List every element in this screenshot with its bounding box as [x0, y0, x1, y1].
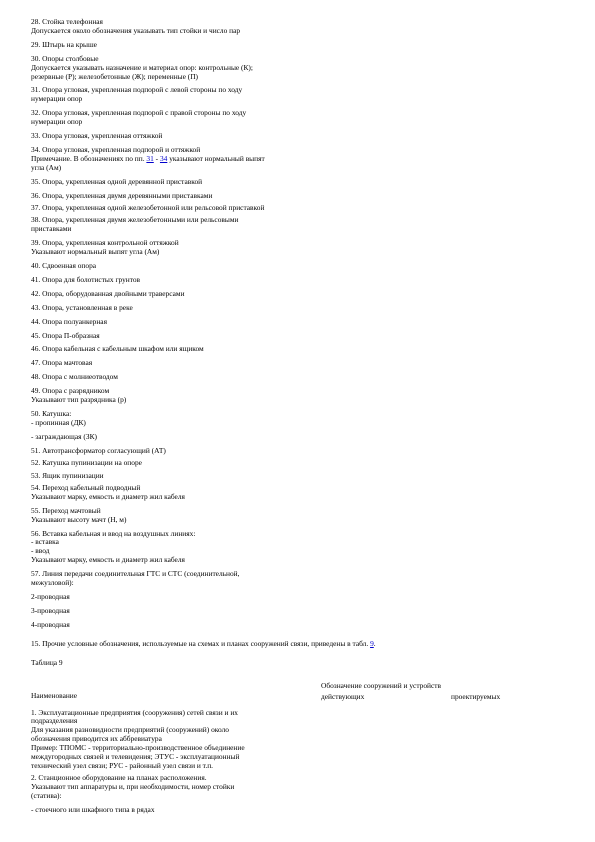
paragraph-15: [31, 640, 571, 649]
list-item: 36. Опора, укрепленная двумя деревянными приставками: [31, 190, 213, 200]
list-item: - заграждающая (ЗК): [31, 431, 97, 441]
list-item: 52. Катушка пупинизации на опоре: [31, 458, 142, 468]
table-row: 2. Станционное оборудование на планах расположения. Указывают тип аппаратуры и, при необходимости, номер стойки (статива):: [31, 773, 235, 801]
list-item: 3-проводная: [31, 605, 70, 615]
list-item: 30. Опоры столбовые Допускается указывать назначение и материал опор: контрольные (К); резервные (Р); железобетонные (Ж); переменные (П): [31, 53, 253, 81]
note-text: указывают нормальный выпят угла (Ам): [31, 153, 265, 172]
paragraph-text: .: [373, 638, 376, 648]
list-item: 33. Опора угловая, укрепленная оттяжкой: [31, 131, 163, 141]
list-item: 48. Опора с молниеотводом: [31, 372, 118, 382]
list-item: 47. Опора мачтовая: [31, 358, 93, 368]
list-item: 44. Опора полуанкерная: [31, 316, 107, 326]
list-item: 45. Опора П-образная: [31, 330, 100, 340]
list-item: 4-проводная: [31, 619, 70, 629]
list-item: 54. Переход кабельный подводный Указывают марку, емкость и диаметр жил кабеля: [31, 482, 185, 501]
column-header-planned: проектируемых: [451, 691, 501, 701]
list-item: 41. Опора для болотистых грунтов: [31, 274, 141, 284]
paragraph-text: 15. Прочие условные обозначения, используемые на схемах и планах сооружений связи, приведены в табл.: [31, 638, 371, 648]
list-item: 57. Линия передачи соединительная ГТС и СТС (соединительной, межузловой):: [31, 569, 240, 588]
item-list: [31, 18, 571, 630]
list-item: 32. Опора угловая, укрепленная подпорой с правой стороны по ходу нумерации опор: [31, 108, 247, 127]
list-item: 50. Катушка: - пропинная (ДК): [31, 409, 86, 427]
column-header-name: Наименование: [31, 690, 78, 700]
list-item: 38. Опора, укрепленная двумя железобетонными или рельсовыми приставками: [31, 215, 239, 234]
note-text: 34. Опора угловая, укрепленная подпорой и оттяжкой Примечание. В обозначениях по пп.: [31, 144, 201, 163]
list-item: 29. Штырь на крыше: [31, 39, 97, 49]
list-item: 51. Автотрансформатор согласующий (АТ): [31, 445, 166, 455]
table-caption: Таблица 9: [31, 657, 63, 667]
list-item: 40. Сдвоенная опора: [31, 261, 97, 271]
table-row: 1. Эксплуатационные предприятия (сооружения) сетей связи и их подразделения Для указания разновидности предприятий (сооружений) около обозначения приводится их аббревиатура Пример: ТПОМС - территориально-производственное объединение междугородных связей и телевидения; ЭТУС - эксплуатационный технический узел связи; РУС - районный узел связи и т.п.: [31, 707, 245, 770]
link-item-34[interactable]: 34: [159, 153, 168, 163]
list-item: 56. Вставка кабельная и ввод на воздушных линиях: - вставка - ввод Указывают марку, емкость и диаметр жил кабеля: [31, 528, 196, 565]
list-item: 55. Переход мачтовый Указывают высоту мачт (Н, м): [31, 505, 127, 524]
list-item: 31. Опора угловая, укрепленная подпорой с левой стороны по ходу нумерации опор: [31, 85, 243, 104]
list-item: 37. Опора, укрепленная одной железобетонной или рельсовой приставкой: [31, 203, 265, 212]
document-page: [31, 18, 571, 815]
link-item-31[interactable]: 31: [146, 153, 154, 163]
column-header-existing: действующих: [321, 691, 365, 701]
list-item: 35. Опора, укрепленная одной деревянной приставкой: [31, 176, 203, 186]
list-item: 49. Опора с разрядником Указывают тип разрядника (р): [31, 386, 127, 405]
list-item: 39. Опора, укрепленная контрольной оттяжкой Указывают нормальный выпят угла (Ам): [31, 238, 179, 257]
list-item: 42. Опора, оборудованная двойными траверсами: [31, 288, 185, 298]
table-body: [31, 709, 571, 815]
table-header: [31, 682, 571, 702]
list-item: 46. Опора кабельная с кабельным шкафом или ящиком: [31, 344, 204, 354]
list-item: 43. Опора, установленная в реке: [31, 302, 133, 312]
column-header-group: Обозначение сооружений и устройств: [321, 680, 441, 690]
list-item: 53. Ящик пупинизации: [31, 470, 104, 480]
list-item-with-links: [31, 146, 571, 173]
link-table-9[interactable]: 9: [370, 638, 374, 648]
list-item: 28. Стойка телефонная Допускается около обозначения указывать тип стойки и число пар: [31, 17, 241, 35]
list-item: 2-проводная: [31, 592, 70, 601]
note-text: -: [153, 153, 160, 163]
table-row: - стоечного или шкафного типа в рядах: [31, 805, 155, 815]
